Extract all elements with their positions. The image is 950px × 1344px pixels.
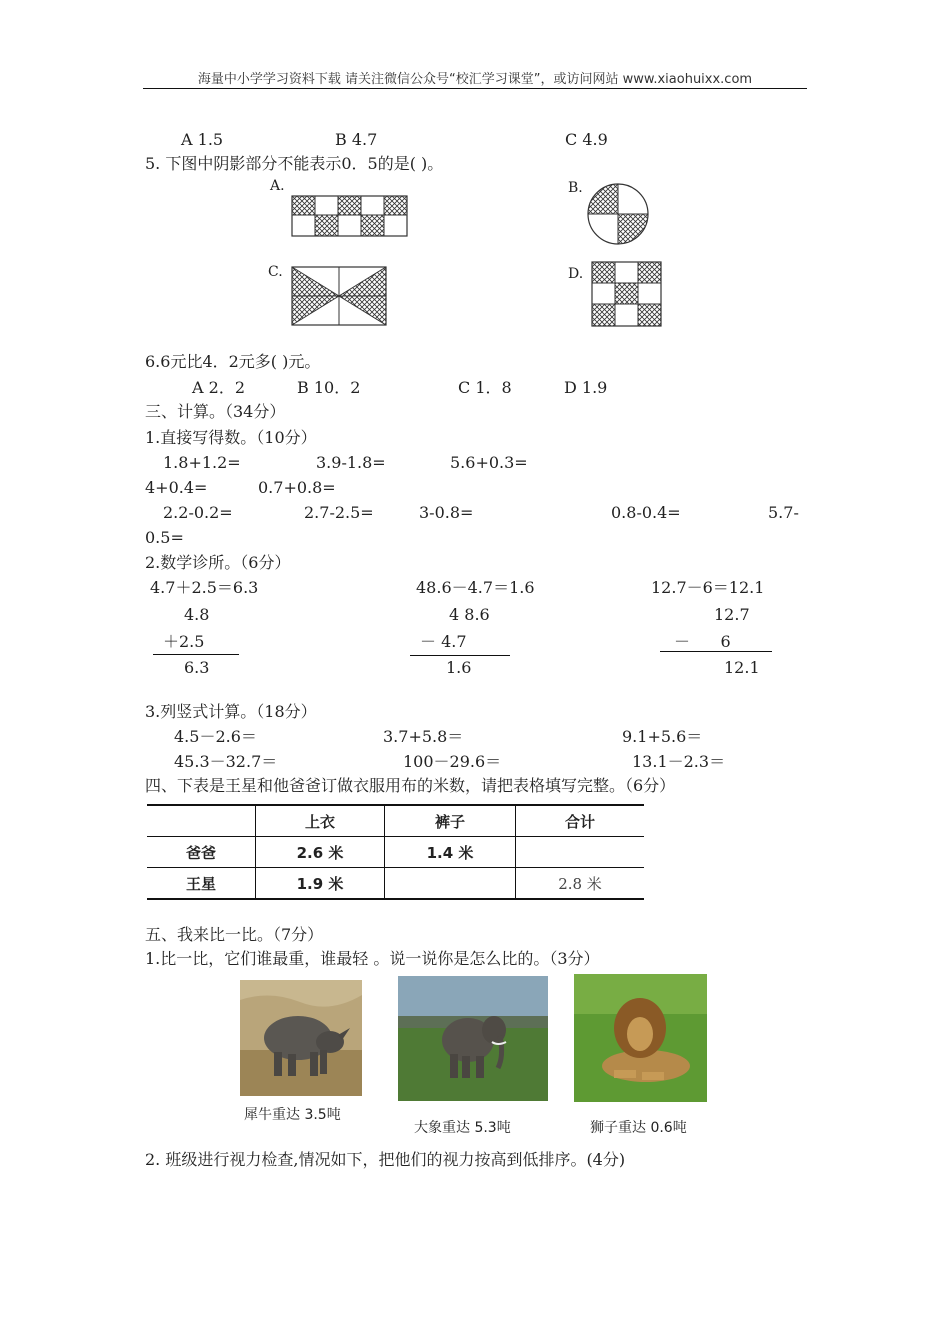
clinic-result: 1.6 bbox=[446, 658, 472, 677]
q4-option-b: B 4.7 bbox=[335, 130, 378, 149]
section-4-title: 四、下表是王星和他爸爸订做衣服用布的米数，请把表格填写完整。（6分） bbox=[145, 776, 676, 795]
sec3-p2-title: 2.数学诊所。（6分） bbox=[145, 553, 291, 572]
table-cell: 2.8 米 bbox=[516, 868, 645, 900]
q5-label-b: B. bbox=[568, 180, 583, 196]
table-row bbox=[147, 868, 644, 900]
clinic-top: 12.7 bbox=[714, 605, 750, 624]
calc-item: 1.8+1.2= bbox=[163, 453, 241, 472]
vertical-calc-item: 45.3－32.7＝ bbox=[174, 752, 278, 771]
table-cell: 王星 bbox=[185, 874, 216, 893]
vertical-calc-item: 9.1+5.6＝ bbox=[622, 727, 703, 746]
table-cell: 2.6 米 bbox=[256, 837, 385, 868]
calc-item: 2.2-0.2= bbox=[163, 503, 233, 522]
sec3-p3-title: 3.列竖式计算。（18分） bbox=[145, 702, 317, 721]
calc-item: 3.9-1.8= bbox=[316, 453, 386, 472]
q6-option-c: C 1．8 bbox=[458, 378, 512, 397]
section-3-title: 三、计算。（34分） bbox=[145, 402, 286, 421]
clinic-top: 4.8 bbox=[184, 605, 210, 624]
page-header: 海量中小学学习资料下载 请关注微信公众号“校汇学习课堂”，或访问网站 www.xiaohuixx.com bbox=[197, 72, 753, 87]
calc-item: 5.6+0.3= bbox=[450, 453, 528, 472]
clinic-equation: 12.7－6＝12.1 bbox=[651, 578, 765, 597]
clinic-equation: 48.6－4.7＝1.6 bbox=[416, 578, 535, 597]
clinic-result: 12.1 bbox=[724, 658, 760, 677]
sec5-p1: 1.比一比，它们谁最重，谁最轻 。说一说你是怎么比的。（3分） bbox=[145, 949, 600, 968]
figure-b bbox=[588, 184, 648, 244]
calc-item: 0.5= bbox=[145, 528, 184, 547]
calc-item: 0.7+0.8= bbox=[258, 478, 336, 497]
calc-item: 3-0.8= bbox=[419, 503, 474, 522]
calc-item: 2.7-2.5= bbox=[304, 503, 374, 522]
vertical-calc-item: 4.5－2.6＝ bbox=[174, 727, 257, 746]
table-cell: 1.4 米 bbox=[385, 837, 516, 868]
q5-label-c: C. bbox=[268, 264, 283, 280]
q4-option-a: A 1.5 bbox=[181, 130, 224, 149]
clinic-result: 6.3 bbox=[184, 658, 210, 677]
sec5-p2: 2. 班级进行视力检查,情况如下，把他们的视力按高到低排序。(4分) bbox=[145, 1150, 626, 1169]
clinic-rule bbox=[660, 651, 772, 652]
calc-item: 5.7- bbox=[768, 503, 799, 522]
clinic-equation: 4.7＋2.5＝6.3 bbox=[150, 578, 259, 597]
sec3-p1-title: 1.直接写得数。（10分） bbox=[145, 428, 317, 447]
table-cell: 爸爸 bbox=[185, 843, 216, 862]
elephant-caption: 大象重达 5.3吨 bbox=[414, 1120, 511, 1136]
table-header-cell: 合计 bbox=[516, 805, 645, 837]
rhino-photo bbox=[240, 980, 362, 1096]
q5-title: 5. 下图中阴影部分不能表示0．5的是( )。 bbox=[145, 154, 444, 173]
table-header-cell: 裤子 bbox=[385, 805, 516, 837]
section-5-title: 五、我来比一比。（7分） bbox=[145, 925, 324, 944]
rhino-caption: 犀牛重达 3.5吨 bbox=[244, 1107, 341, 1123]
calc-item: 4+0.4= bbox=[145, 478, 208, 497]
elephant-photo bbox=[398, 976, 548, 1101]
clinic-rule bbox=[153, 654, 239, 655]
lion-caption: 狮子重达 0.6吨 bbox=[590, 1120, 687, 1136]
q6-option-d: D 1.9 bbox=[564, 378, 608, 397]
q6-title: 6.6元比4．2元多( )元。 bbox=[145, 352, 321, 371]
header-rule bbox=[143, 88, 807, 89]
table-cell bbox=[516, 837, 645, 868]
table-cell: 1.9 米 bbox=[256, 868, 385, 900]
vertical-calc-item: 100－29.6＝ bbox=[403, 752, 502, 771]
table-header-cell: 上衣 bbox=[256, 805, 385, 837]
vertical-calc-item: 13.1－2.3＝ bbox=[632, 752, 726, 771]
figure-c bbox=[292, 267, 386, 325]
q6-option-a: A 2．2 bbox=[192, 378, 246, 397]
table-header-cell bbox=[147, 805, 256, 837]
table-header-row bbox=[147, 805, 644, 837]
clinic-operand: ＋2.5 bbox=[163, 632, 205, 651]
clinic-top: 4 8.6 bbox=[449, 605, 490, 624]
table-row bbox=[147, 837, 644, 868]
vertical-calc-item: 3.7+5.8＝ bbox=[383, 727, 464, 746]
figure-a bbox=[292, 196, 407, 236]
lion-photo bbox=[574, 974, 707, 1102]
fabric-table bbox=[147, 804, 644, 900]
clinic-operand: － 4.7 bbox=[420, 632, 467, 651]
q6-option-b: B 10．2 bbox=[297, 378, 361, 397]
figure-d bbox=[592, 262, 661, 326]
q5-label-d: D. bbox=[568, 266, 584, 282]
clinic-operand: － 6 bbox=[674, 632, 731, 651]
clinic-rule bbox=[410, 655, 510, 656]
q5-figures bbox=[280, 180, 680, 335]
q4-option-c: C 4.9 bbox=[565, 130, 608, 149]
table-cell bbox=[385, 868, 516, 900]
calc-item: 0.8-0.4= bbox=[611, 503, 681, 522]
q5-label-a: A. bbox=[270, 178, 285, 194]
